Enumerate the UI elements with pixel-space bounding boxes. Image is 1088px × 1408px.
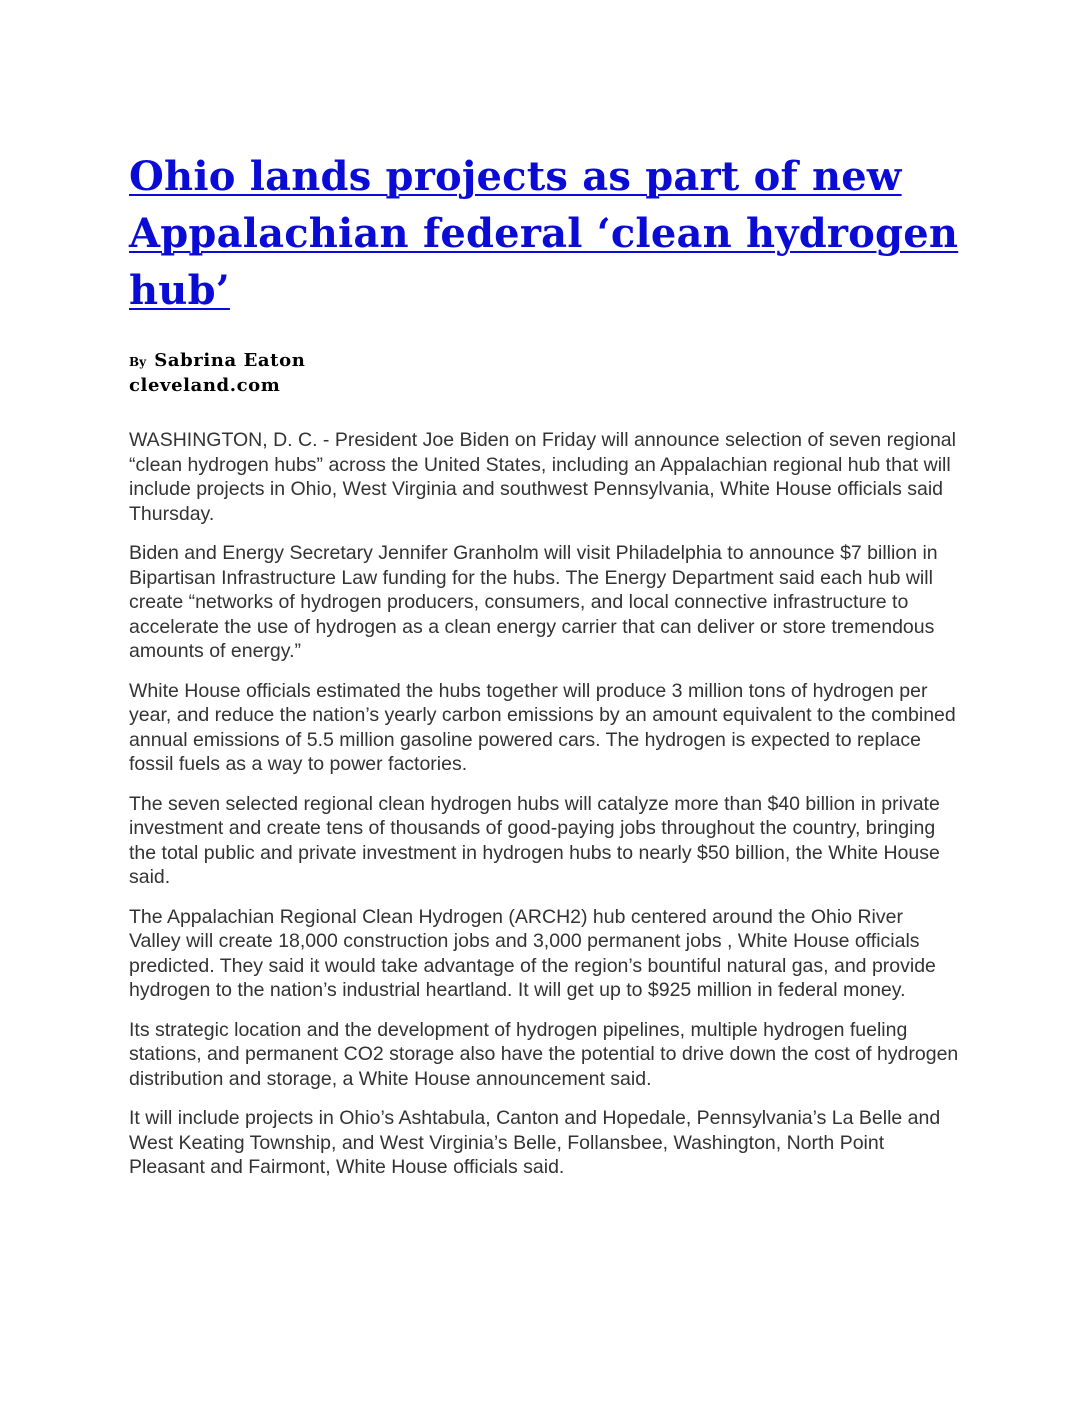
- paragraph: Biden and Energy Secretary Jennifer Granholm will visit Philadelphia to announce $7 billion in Bipartisan Infrastructure Law funding for the hubs. The Energy Department said each hub will create “networks of hydrogen producers, consumers, and local connective infrastructure to accelerate the use of hydrogen as a clean energy carrier that can deliver or store tremendous amounts of energy.”: [129, 542, 938, 662]
- byline: [129, 349, 959, 398]
- byline-row: [129, 349, 959, 374]
- paragraph: WASHINGTON, D. C. - President Joe Biden on Friday will announce selection of seven regional “clean hydrogen hubs” across the United States, including an Appalachian regional hub that will include projects in Ohio, West Virginia and southwest Pennsylvania, White House officials said Thursday.: [129, 429, 956, 525]
- document-page: [129, 148, 959, 1195]
- paragraph: Its strategic location and the development of hydrogen pipelines, multiple hydrogen fueling stations, and permanent CO2 storage also have the potential to drive down the cost of hydrogen distribution and storage, a White House announcement said.: [129, 1018, 959, 1090]
- article-body: [129, 428, 959, 1180]
- outlet-name: cleveland.com: [129, 375, 281, 396]
- paragraph: The seven selected regional clean hydrogen hubs will catalyze more than $40 billion in private investment and create tens of thousands of good-paying jobs throughout the country, bringing the total public and private investment in hydrogen hubs to nearly $50 billion, the White House said.: [129, 792, 940, 888]
- paragraph: It will include projects in Ohio’s Ashtabula, Canton and Hopedale, Pennsylvania’s La Belle and West Keating Township, and West Virginia’s Belle, Follansbee, Washington, North Point Pleasant and Fairmont, White House officials said.: [129, 1107, 941, 1178]
- paragraph: White House officials estimated the hubs together will produce 3 million tons of hydrogen per year, and reduce the nation’s yearly carbon emissions by an amount equivalent to the combined annual emissions of 5.5 million gasoline powered cars. The hydrogen is expected to replace fossil fuels as a way to power factories.: [129, 679, 956, 775]
- headline-link[interactable]: Ohio lands projects as part of new Appalachian federal ‘clean hydrogen hub’: [129, 153, 959, 314]
- byline-prefix: By: [129, 355, 147, 369]
- author-name: Sabrina Eaton: [154, 350, 306, 371]
- headline[interactable]: [129, 148, 959, 319]
- paragraph: The Appalachian Regional Clean Hydrogen (ARCH2) hub centered around the Ohio River Valley will create 18,000 construction jobs and 3,000 permanent jobs , White House officials predicted. They said it would take advantage of the region’s bountiful natural gas, and provide hydrogen to the nation’s industrial heartland. It will get up to $925 million in federal money.: [129, 905, 936, 1001]
